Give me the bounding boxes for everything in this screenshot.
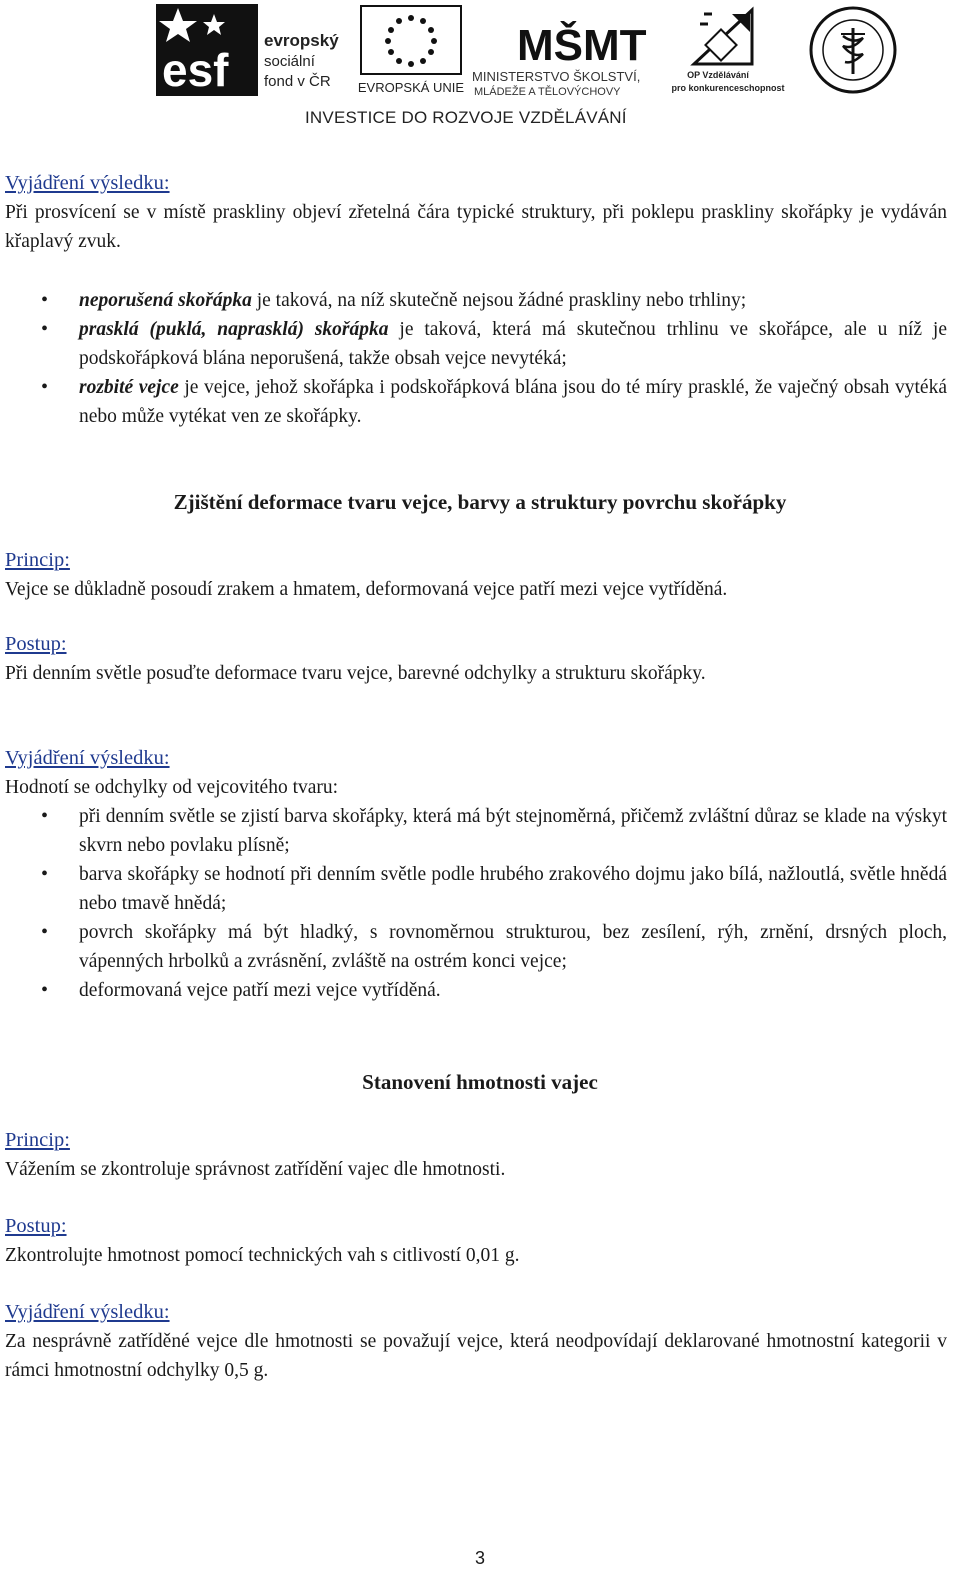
esf-line-1: evropský — [264, 31, 339, 50]
list-item: • prasklá (puklá, naprasklá) skořápka je taková, která má skutečnou trhlinu ve skořápce, ale u níž je podskořápková blána neporušená, takže obsah vejce nevytéká; — [5, 315, 947, 373]
postup-heading: Postup: — [5, 633, 67, 655]
princip-heading: Princip: — [5, 549, 70, 571]
list-item: • deformovaná vejce patří mezi vejce vytříděná. — [5, 976, 947, 1005]
section-title-deformace: Zjištění deformace tvaru vejce, barvy a struktury povrchu skořápky — [173, 490, 787, 514]
block-result-1 — [5, 169, 947, 256]
postup-text: Při denním světle posuďte deformace tvaru vejce, barevné odchylky a strukturu skořápky. — [5, 663, 706, 684]
msmt-mark: MŠMT — [517, 21, 647, 70]
list-item: • barva skořápky se hodnotí při denním světle podle hrubého zrakového dojmu jako bílá, nažloutlá, světle hnědá nebo tmavě hnědá; — [5, 860, 947, 918]
eu-label: EVROPSKÁ UNIE — [357, 80, 465, 95]
block-princip-3 — [5, 1126, 947, 1184]
logo-bar — [150, 4, 920, 134]
list-item: • povrch skořápky má být hladký, s rovnoměrnou strukturou, bez zesílení, rýh, zrnění, drsných ploch, vápenných hrbolků a zvrásnění, zvláště na ostrém konci vejce; — [5, 918, 947, 976]
block-result-2 — [5, 744, 947, 1005]
eu-flag-logo — [355, 4, 467, 96]
result-text-2: Hodnotí se odchylky od vejcovitého tvaru: — [5, 777, 339, 798]
esf-mark: esf — [162, 44, 229, 96]
op-vzdelavani-logo — [670, 4, 792, 96]
block-postup-2 — [5, 630, 947, 688]
msmt-line-2: MLÁDEŽE A TĚLOVÝCHOVY — [474, 86, 621, 98]
list-item: • neporušená skořápka je taková, na níž skutečně nejsou žádné praskliny nebo trhliny; — [5, 286, 947, 315]
postup-heading-3: Postup: — [5, 1215, 67, 1237]
shell-definitions-list — [5, 286, 947, 431]
princip-text: Vejce se důkladně posoudí zrakem a hmatem, deformovaná vejce patří mezi vejce vytříděná. — [5, 579, 728, 600]
list-item: • rozbité vejce je vejce, jehož skořápka i podskořápková blána jsou do té míry prasklé, že vaječný obsah vytéká nebo může vytékat ven ze skořápky. — [5, 373, 947, 431]
block-princip-2 — [5, 546, 947, 604]
msmt-line-1: MINISTERSTVO ŠKOLSTVÍ, — [472, 69, 641, 84]
block-result-3 — [5, 1298, 947, 1385]
op-line-2: pro konkurenceschopnost — [671, 83, 785, 93]
esf-line-2: sociální — [264, 53, 315, 70]
investice-tagline: INVESTICE DO ROZVOJE VZDĚLÁVÁNÍ — [305, 108, 627, 127]
result-text-1: Při prosvícení se v místě praskliny objeví zřetelná čára typické struktury, při poklepu praskliny skořápky je vydáván křaplavý zvuk. — [5, 202, 947, 252]
result-heading-3: Vyjádření výsledku: — [5, 1301, 170, 1323]
esf-logo — [156, 4, 352, 96]
block-postup-3 — [5, 1212, 947, 1270]
section-title-hmotnost: Stanovení hmotnosti vajec — [362, 1070, 598, 1094]
msmt-logo — [472, 4, 662, 98]
princip-heading-3: Princip: — [5, 1129, 70, 1151]
esf-line-3: fond v ČR — [264, 73, 331, 90]
result-heading-2: Vyjádření výsledku: — [5, 747, 170, 769]
evaluation-list — [5, 802, 947, 1005]
result-heading-1: Vyjádření výsledku: — [5, 172, 170, 194]
university-seal-logo — [805, 4, 901, 96]
result-text-3: Za nesprávně zatříděné vejce dle hmotnosti se považují vejce, která neodpovídají deklarované hmotnostní kategorii v rámci hmotnostní odchylky 0,5 g. — [5, 1331, 947, 1381]
princip-text-3: Vážením se zkontroluje správnost zatřídění vajec dle hmotnosti. — [5, 1159, 506, 1180]
page-number: 3 — [474, 1548, 485, 1568]
op-line-1: OP Vzdělávání — [687, 70, 749, 80]
list-item: • při denním světle se zjistí barva skořápky, která má být stejnoměrná, přičemž zvláštní důraz se klade na výskyt skvrn nebo povlaku plísně; — [5, 802, 947, 860]
postup-text-3: Zkontrolujte hmotnost pomocí technických vah s citlivostí 0,01 g. — [5, 1245, 520, 1266]
